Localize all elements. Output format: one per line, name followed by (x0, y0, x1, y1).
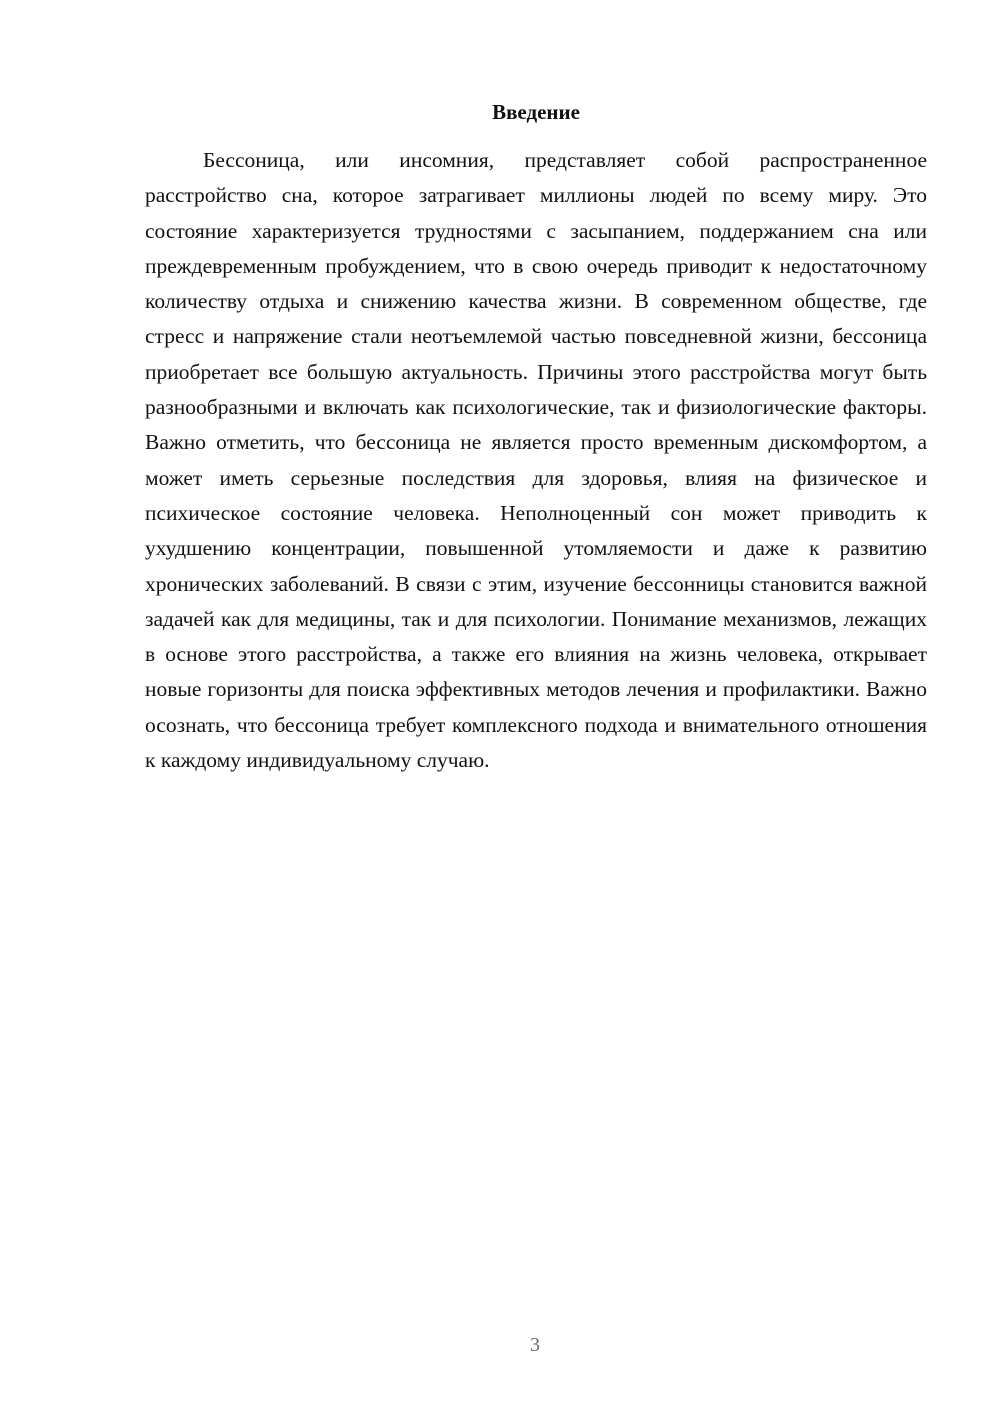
intro-paragraph: Бессоница, или инсомния, представляет собой распространенное расстройство сна, которое затрагивает миллионы людей по всему миру. Это состояние характеризуется трудностями с засыпанием, поддержанием сна или преждевременным пробуждением, что в свою очередь приводит к недостаточному количеству отдыха и снижению качества жизни. В современном обществе, где стресс и напряжение стали неотъемлемой частью повседневной жизни, бессоница приобретает все большую актуальность. Причины этого расстройства могут быть разнообразными и включать как психологические, так и физиологические факторы. Важно отметить, что бессоница не является просто временным дискомфортом, а может иметь серьезные последствия для здоровья, влияя на физическое и психическое состояние человека. Неполноценный сон может приводить к ухудшению концентрации, повышенной утомляемости и даже к развитию хронических заболеваний. В связи с этим, изучение бессонницы становится важной задачей как для медицины, так и для психологии. Понимание механизмов, лежащих в основе этого расстройства, а также его влияния на жизнь человека, открывает новые горизонты для поиска эффективных методов лечения и профилактики. Важно осознать, что бессоница требует комплексного подхода и внимательного отношения к каждому индивидуальному случаю. (145, 148, 927, 773)
page-number: 3 (530, 1334, 540, 1356)
section-title: Введение (492, 100, 580, 124)
